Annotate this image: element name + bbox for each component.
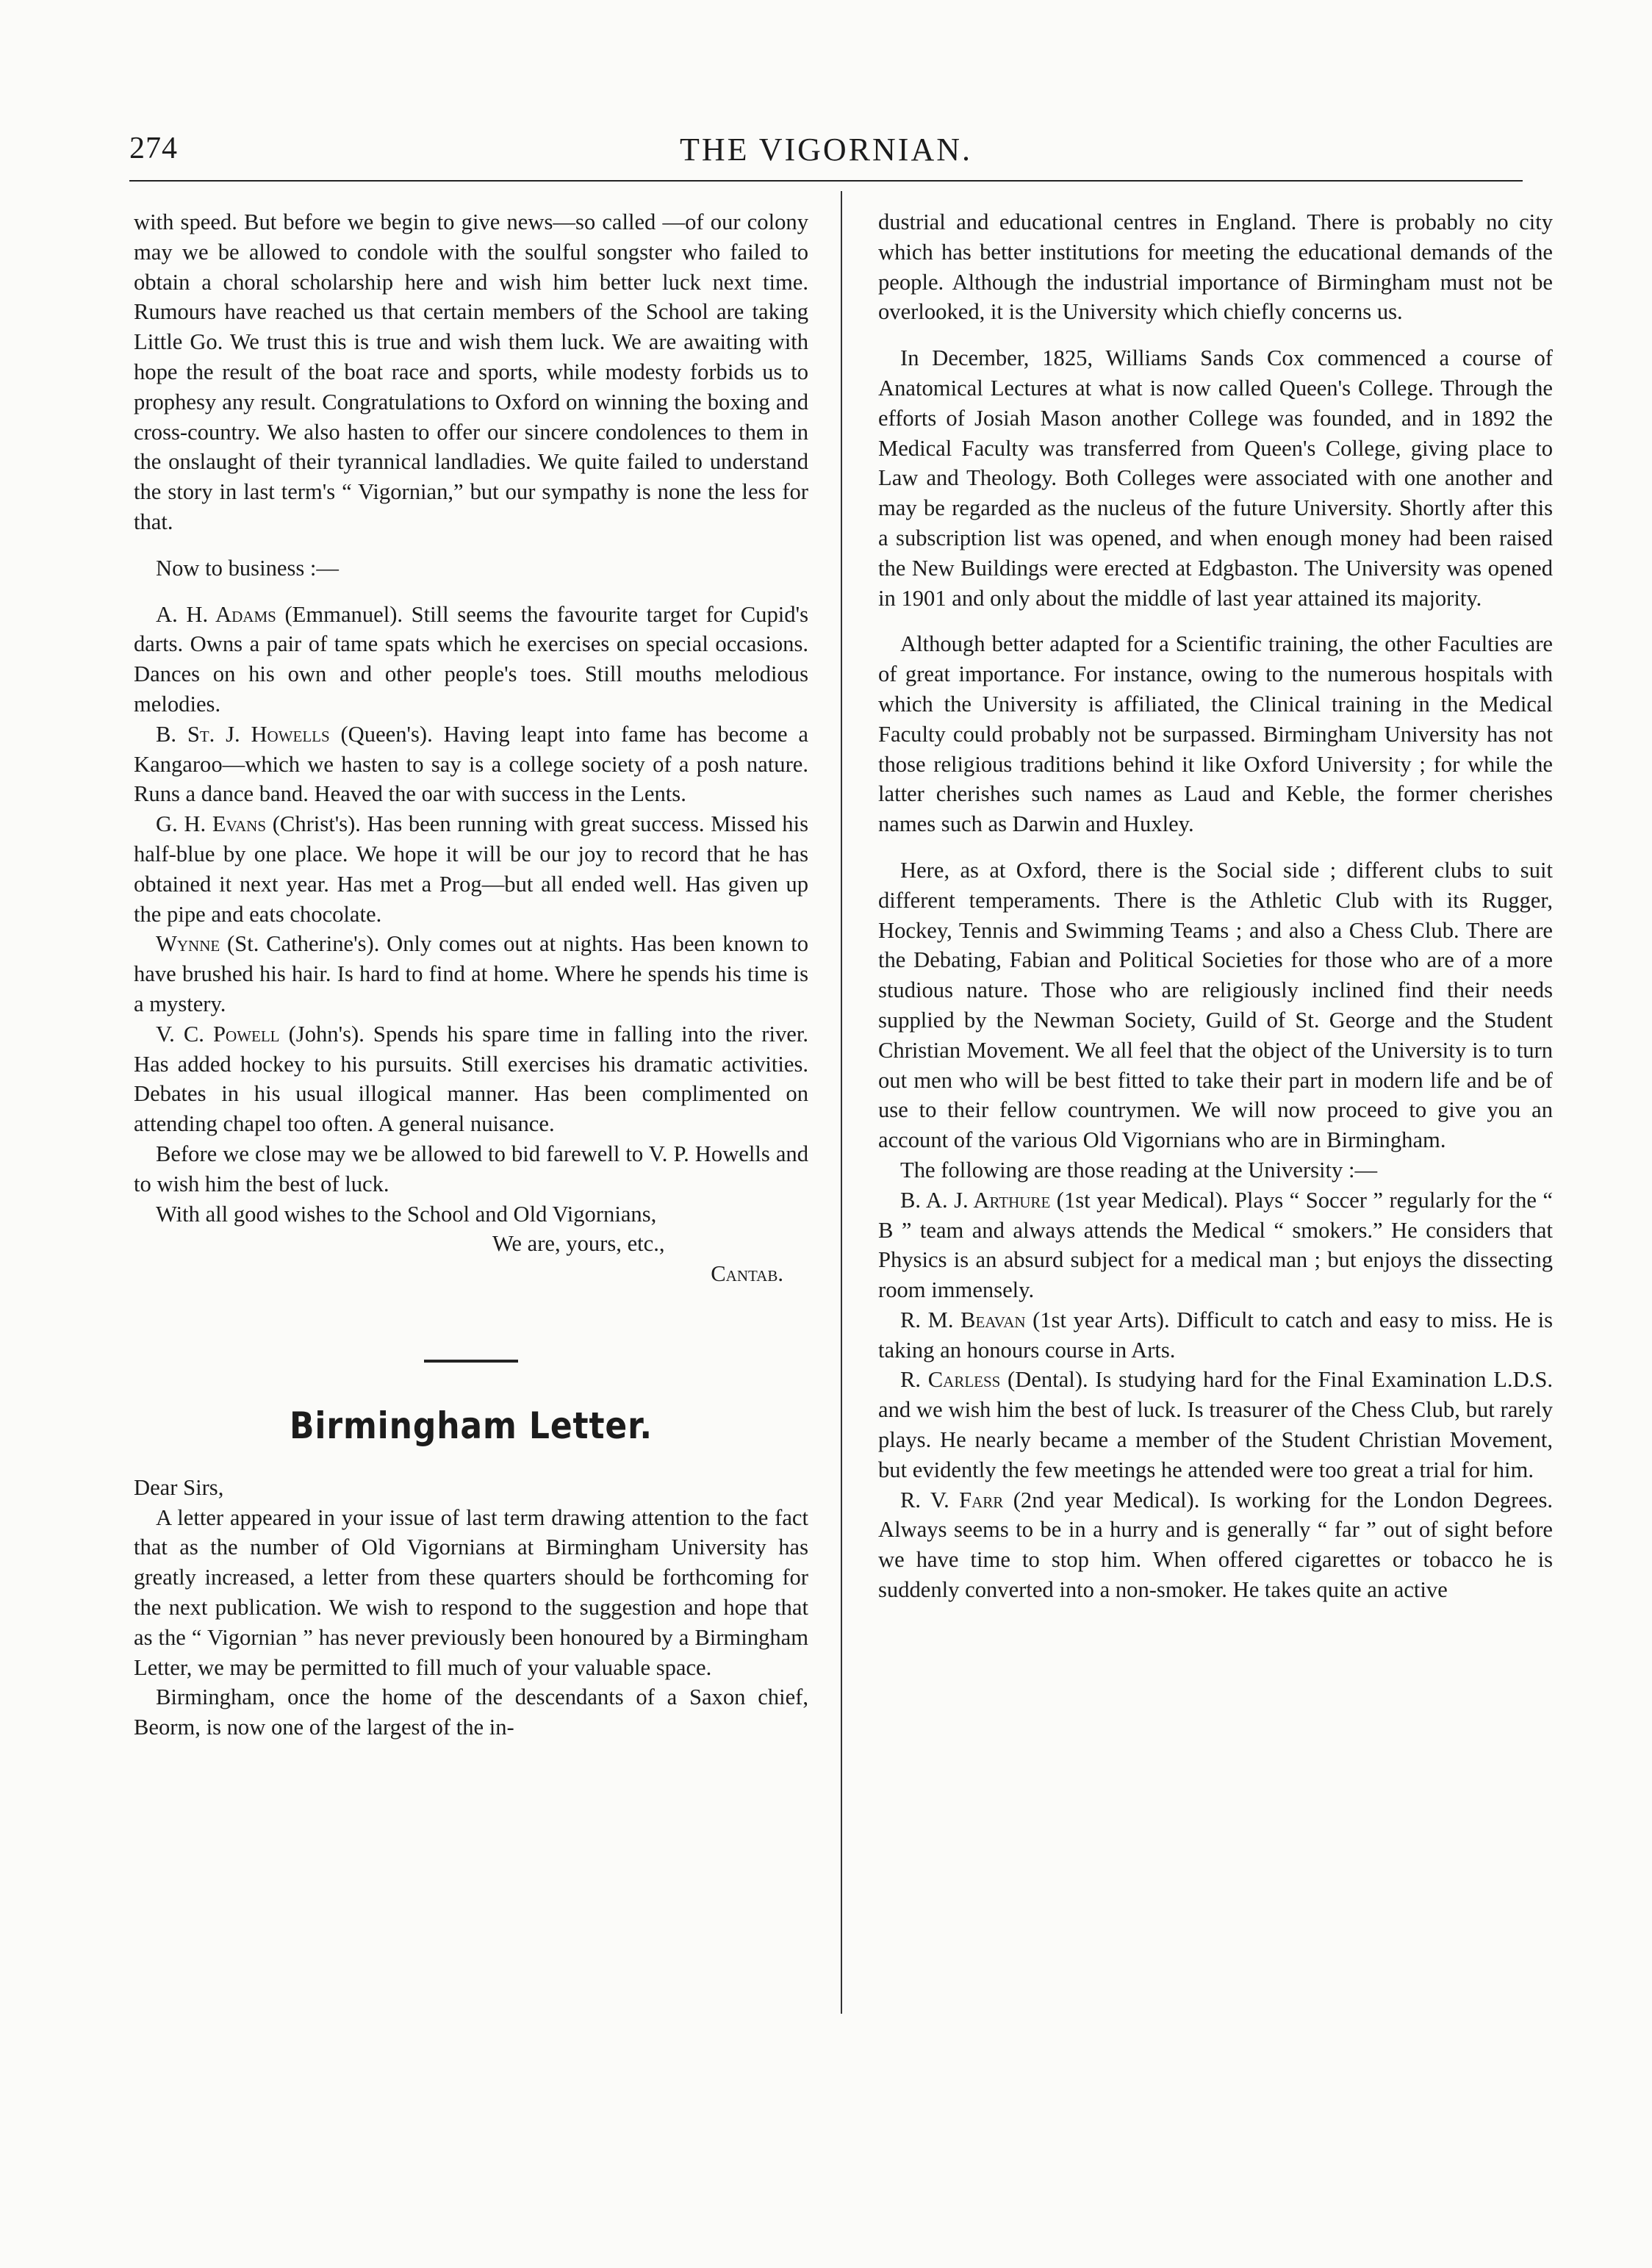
entry-beavan	[878, 1305, 1553, 1366]
entry-college: (St. Catherine's).	[220, 931, 380, 957]
entry-adams	[134, 600, 808, 719]
entry-college: (2nd year Medical).	[1003, 1487, 1200, 1512]
history-paragraph: In December, 1825, Williams Sands Cox commenced a course of Anatomical Lectures at what is now called Queen's College. Through the efforts of Josiah Mason another College was founded, and in 1892 the Medical Faculty was transferred from Queen's College, giving place to Law and Theology. Both Colleges were associated with one another and may be regarded as the nucleus of the future University. Shortly after this a subscription list was opened, and when enough money had been raised the New Buildings were erected at Edgbaston. The University was opened in 1901 and only about the middle of last year attained its majority.	[878, 345, 1553, 611]
faculties-paragraph: Although better adapted for a Scientific training, the other Faculties are of great importance. For instance, owing to the numerous hospitals with which the University is affiliated, the Clinical training in the Medical Faculty could probably not be surpassed. Birmingham University has not those religious traditions behind it like Oxford University ; for while the latter cherishes such names as Laud and Keble, the former cherishes names such as Darwin and Huxley.	[878, 631, 1553, 837]
continued-paragraph: dustrial and educational centres in England. There is probably no city which has better institutions for meeting the educational demands of the people. Although the industrial importance of Birmingham must not be overlooked, it is the University which chiefly concerns us.	[878, 209, 1553, 325]
oxford-letter-intro: with speed. But before we begin to give news—so called —of our colony may we be allowed to condole with the soulful songster who failed to obtain a choral scholarship here and wish him better luck next time. Rumours have reached us that certain members of the School are taking Little Go. We trust this is true and wish them luck. We are awaiting with hope the result of the boat race and sports, while modesty forbids us to prophesy any result. Congratulations to Oxford on winning the boxing and cross-country. We also hasten to offer our sincere condolences to them in the onslaught of their tyrannical landladies. We quite failed to understand the story in last term's “ Vigornian,” but our sympathy is none the less for that.	[134, 209, 808, 534]
entry-name: R. V. Farr	[900, 1487, 1004, 1512]
running-header	[129, 131, 1523, 182]
entry-text: Plays “ Soccer ” regularly for the “ B ” team and always attends the Medical “ smokers.” He considers that Physics is an absurd subject for a medical man ; but enjoys the dissecting room immensely.	[878, 1187, 1553, 1303]
entry-college: (Christ's).	[266, 811, 361, 837]
business-line: Now to business :—	[156, 555, 340, 581]
entry-text: Is studying hard for the Final Examination L.D.S. and we wish him the best of luck. Is treasurer of the Chess Club, but rarely plays. He nearly became a member of the Student Christian Movement, but evidently the few meetings he attended were too great a trial for him.	[878, 1367, 1553, 1482]
entry-evans	[134, 809, 808, 929]
entry-carless	[878, 1365, 1553, 1485]
entry-name: V. C. Powell	[156, 1021, 280, 1047]
entry-text: Having leapt into fame has become a Kangaroo—which we hasten to say is a college society of a posh nature. Runs a dance band. Heaved the oar with success in the Lents.	[134, 721, 808, 807]
entry-powell	[134, 1019, 808, 1139]
entry-name: A. H. Adams	[156, 601, 276, 627]
header-rule	[129, 180, 1523, 182]
entry-text: Is working for the London Degrees. Always seems to be in a hurry and is generally “ far ” out of sight before we have time to stop him. When offered cigarettes or tobacco he is suddenly converted into a non-smoker. He takes quite an active	[878, 1487, 1554, 1603]
column-divider	[841, 191, 842, 2014]
entry-college: (John's).	[279, 1021, 364, 1047]
wishes-line: With all good wishes to the School and Old Vigornians,	[156, 1201, 657, 1227]
entry-college: (1st year Medical).	[1050, 1187, 1229, 1213]
entry-text: Spends his spare time in falling into the river. Has added hockey to his pursuits. Still exercises his dramatic activities. Debates in his usual illogical manner. Has been complimented on attending chapel too often. A general nuisance.	[134, 1021, 808, 1137]
birmingham-paragraph: Birmingham, once the home of the descendants of a Saxon chief, Beorm, is now one of the largest of the in-	[134, 1684, 808, 1740]
journal-title: THE VIGORNIAN.	[679, 132, 973, 168]
page-number: 274	[129, 132, 178, 165]
entry-name: R. Carless	[900, 1367, 1001, 1393]
entry-college: (Dental).	[1000, 1367, 1088, 1393]
entry-text: Difficult to catch and easy to miss. He is taking an honours course in Arts.	[878, 1307, 1554, 1363]
letter-paragraph: A letter appeared in your issue of last term drawing attention to the fact that as the number of Old Vigornians at Birmingham University has greatly increased, a letter from these quarters should be forthcoming for the next publication. We wish to respond to the suggestion and hope that as the “ Vigornian ” has never previously been honoured by a Birmingham Letter, we may be permitted to fill much of your valuable space.	[134, 1504, 808, 1680]
entry-name: G. H. Evans	[156, 811, 267, 837]
farewell-paragraph: Before we close may we be allowed to bid farewell to V. P. Howells and to wish him the best of luck.	[134, 1141, 808, 1196]
left-column	[134, 207, 808, 1743]
social-paragraph: Here, as at Oxford, there is the Social side ; different clubs to suit different temperaments. There is the Athletic Club with its Rugger, Hockey, Tennis and Swimming Teams ; and also a Chess Club. There are the Debating, Fabian and Political Societies for those who are of a more studious nature. Those who are religiously inclined find their needs supplied by the Newman Society, Guild of St. George and the Student Christian Movement. We all feel that the object of the University is to turn out men who will be best fitted to take their part in modern life and be of use to their fellow countrymen. We will now proceed to give you an account of the various Old Vigornians who are in Birmingham.	[878, 857, 1553, 1153]
entry-text: Still seems the favourite target for Cupid's darts. Owns a pair of tame spats which he exercises on special occasions. Dances on his own and other people's toes. Still mouths melodious melodies.	[134, 601, 808, 717]
entry-farr	[878, 1485, 1553, 1605]
entry-text: Only comes out at nights. Has been known to have brushed his hair. Is hard to find at home. Where he spends his time is a mystery.	[134, 931, 808, 1016]
section-separator	[424, 1360, 518, 1363]
entry-name: Wynne	[156, 931, 220, 957]
entry-howells	[134, 719, 808, 809]
following-line: The following are those reading at the University :—	[900, 1157, 1378, 1183]
right-column	[878, 207, 1553, 1605]
salutation: Dear Sirs,	[134, 1474, 224, 1500]
entry-wynne	[134, 929, 808, 1019]
entry-college: (Queen's).	[329, 721, 433, 747]
entry-arthure	[878, 1185, 1553, 1305]
signature: Cantab.	[711, 1261, 783, 1287]
signoff-line: We are, yours, etc.,	[492, 1231, 665, 1257]
entry-text: Has been running with great success. Missed his half-blue by one place. We hope it will be our joy to record that he has obtained it next year. Has met a Prog—but all ended well. Has given up the pipe and eats chocolate.	[134, 811, 809, 927]
section-heading: Birmingham Letter.	[289, 1404, 653, 1447]
entry-name: R. M. Beavan	[900, 1307, 1026, 1332]
entry-name: B. A. J. Arthure	[900, 1187, 1051, 1213]
entry-college: (Emmanuel).	[276, 601, 403, 627]
entry-name: B. St. J. Howells	[156, 721, 330, 747]
entry-college: (1st year Arts).	[1025, 1307, 1170, 1332]
